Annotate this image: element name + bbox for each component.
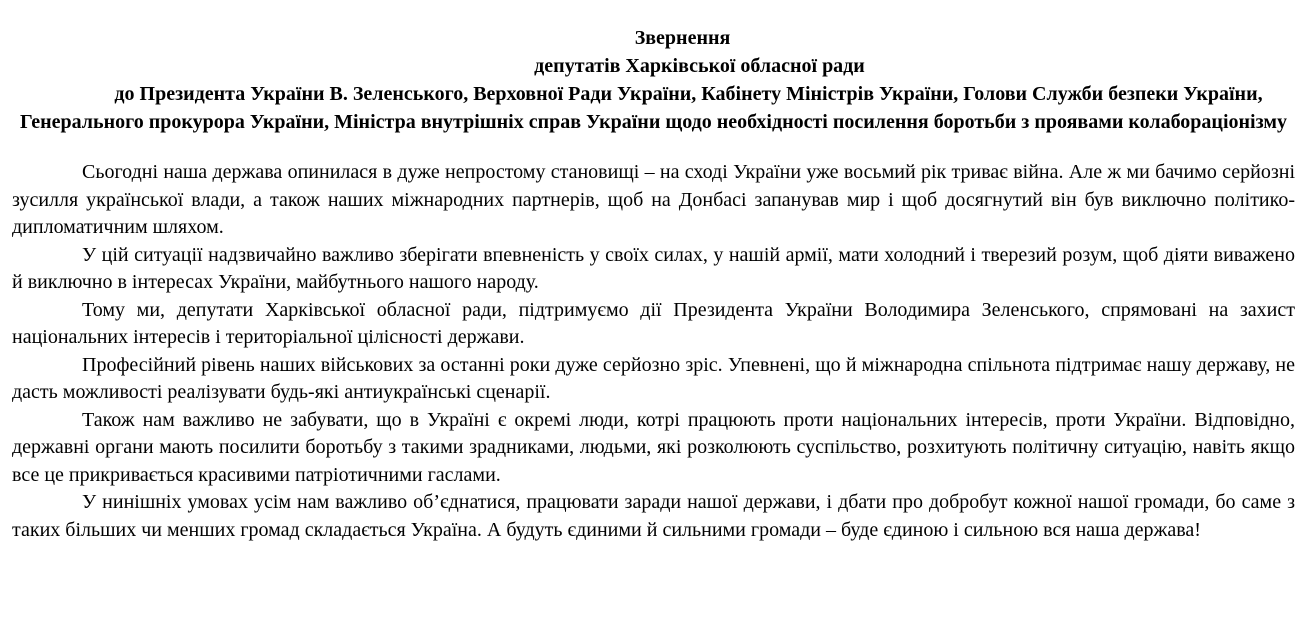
body-paragraph: У цій ситуації надзвичайно важливо зберігати впевненість у своїх силах, у нашій армії, мати холодний і тверезий розум, щоб діяти виважено й виключно в інтересах України, майбутнього нашого народу. xyxy=(12,243,1295,293)
body-paragraph: Сьогодні наша держава опинилася в дуже непростому становищі – на сході України уже восьмий рік триває війна. Але ж ми бачимо серйозні зусилля української влади, а також наших міжнародних партнерів, щоб на Донбасі запанував мир і щоб досягнутий він був виключно політико-дипломатичним шляхом. xyxy=(12,161,1295,238)
body-paragraph: У нинішніх умовах усім нам важливо об’єднатися, працювати заради нашої держави, і дбати про добробут кожної нашої громади, бо саме з таких більших чи менших громад складається Україна. А будуть єдиними й сильними громади – буде єдиною і сильною вся наша держава! xyxy=(12,491,1295,541)
body-paragraph: Тому ми, депутати Харківської обласної ради, підтримуємо дії Президента України Володимира Зеленського, спрямовані на захист національних інтересів і територіальної цілісності держави. xyxy=(12,298,1295,348)
document-body xyxy=(12,159,1295,544)
title-line-deputies: депутатів Харківської обласної ради xyxy=(534,55,865,77)
title-addressees-text: до Президента України В. Зеленського, Верховної Ради України, Кабінету Міністрів України, Голови Служби безпеки України, Генерального прокурора України, Міністра внутрішніх справ України щодо необхідності посилення боротьби з проявами колабораціонізму xyxy=(20,83,1287,133)
body-paragraph: Також нам важливо не забувати, що в Україні є окремі люди, котрі працюють проти національних інтересів, проти України. Відповідно, державні органи мають посилити боротьбу з такими зрадниками, людьми, які розколюють суспільство, розхитують політичну ситуацію, навіть якщо все це прикривається красивими патріотичними гаслами. xyxy=(12,408,1295,486)
document-title xyxy=(12,24,1295,136)
title-line-addressees xyxy=(12,80,1295,136)
title-line-appeal: Звернення xyxy=(634,27,731,49)
body-paragraph: Професійний рівень наших військових за останні роки дуже серйозно зріс. Упевнені, що й міжнародна спільнота підтримає нашу державу, не дасть можливості реалізувати будь-які антиукраїнські сценарії. xyxy=(12,353,1295,403)
